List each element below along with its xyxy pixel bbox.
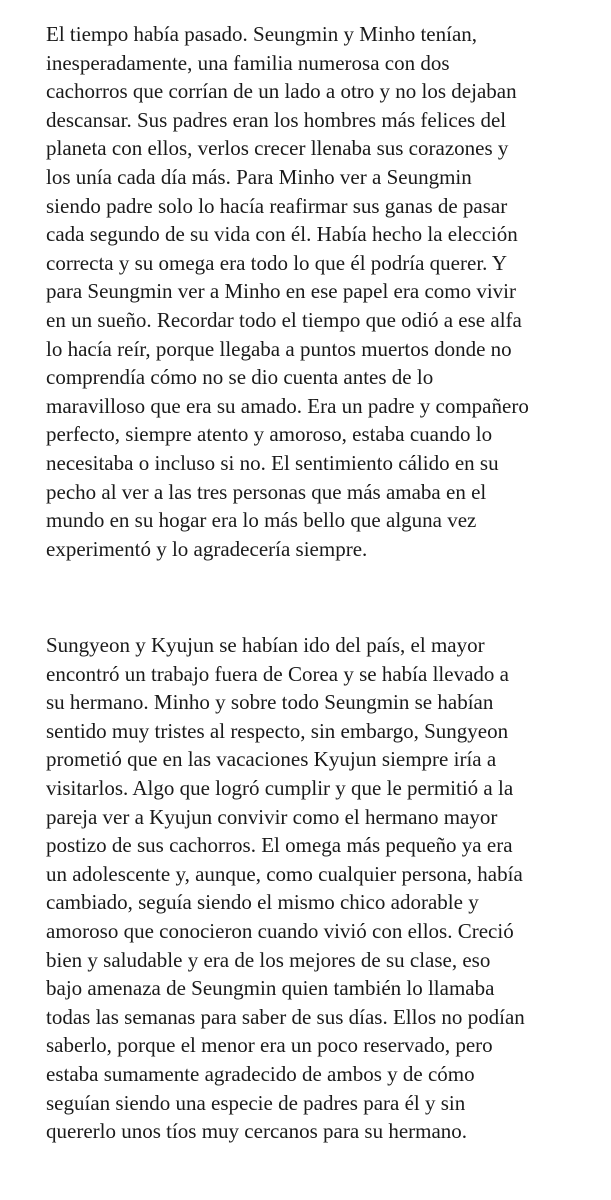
text-line: perfecto, siempre atento y amoroso, estaba cuando lo [46,422,493,447]
text-line: comprendía cómo no se dio cuenta antes de lo [46,365,434,390]
text-line: prometió que en las vacaciones Kyujun siempre iría a [46,747,497,772]
text-line: inesperadamente, una familia numerosa con dos [46,50,450,75]
text-line: lo hacía reír, porque llegaba a puntos muertos donde no [46,336,512,361]
text-line: necesitaba o incluso si no. El sentimiento cálido en su [46,450,499,475]
paragraph-1 [46,20,591,563]
text-line: amoroso que conocieron cuando vivió con ellos. Creció [46,918,514,943]
text-line: cada segundo de su vida con él. Había hecho la elección [46,222,518,247]
text-line: pecho al ver a las tres personas que más amaba en el [46,479,487,504]
text-line: planeta con ellos, verlos crecer llenaba sus corazones y [46,136,509,161]
text-line: los unía cada día más. Para Minho ver a Seungmin [46,164,472,189]
text-line: cambiado, seguía siendo el mismo chico adorable y [46,890,479,915]
text-line: cachorros que corrían de un lado a otro y no los dejaban [46,79,517,104]
text-line: maravilloso que era su amado. Era un padre y compañero [46,393,529,418]
text-line: El tiempo había pasado. Seungmin y Minho tenían, [46,22,478,46]
text-line: Sungyeon y Kyujun se habían ido del país, el mayor [46,633,485,657]
text-line: estaba sumamente agradecido de ambos y de cómo [46,1061,475,1086]
text-line: para Seungmin ver a Minho en ese papel era como vivir [46,279,517,304]
text-line: postizo de sus cachorros. El omega más pequeño ya era [46,833,513,858]
text-line: pareja ver a Kyujun convivir como el hermano mayor [46,804,498,829]
text-line: encontró un trabajo fuera de Corea y se había llevado a [46,661,509,686]
text-line: bajo amenaza de Seungmin quien también lo llamaba [46,976,495,1001]
text-line: experimentó y lo agradecería siempre. [46,536,368,561]
text-line: visitarlos. Algo que logró cumplir y que le permitió a la [46,775,514,800]
text-line: descansar. Sus padres eran los hombres más felices del [46,107,507,132]
text-line: mundo en su hogar era lo más bello que alguna vez [46,508,477,533]
paragraph-2 [46,631,591,1146]
text-line: bien y saludable y era de los mejores de su clase, eso [46,947,491,972]
text-line: en un sueño. Recordar todo el tiempo que odió a ese alfa [46,307,522,332]
text-line: correcta y su omega era todo lo que él podría querer. Y [46,250,508,275]
text-line: seguían siendo una especie de padres para él y sin [46,1090,466,1115]
text-line: todas las semanas para saber de sus días. Ellos no podían [46,1004,525,1029]
text-line: saberlo, porque el menor era un poco reservado, pero [46,1033,493,1058]
text-line: sentido muy tristes al respecto, sin embargo, Sungyeon [46,718,509,743]
text-line: siendo padre solo lo hacía reafirmar sus ganas de pasar [46,193,508,218]
text-line: un adolescente y, aunque, como cualquier persona, había [46,861,523,886]
text-line: su hermano. Minho y sobre todo Seungmin se habían [46,690,494,715]
text-line: quererlo unos tíos muy cercanos para su hermano. [46,1119,468,1144]
